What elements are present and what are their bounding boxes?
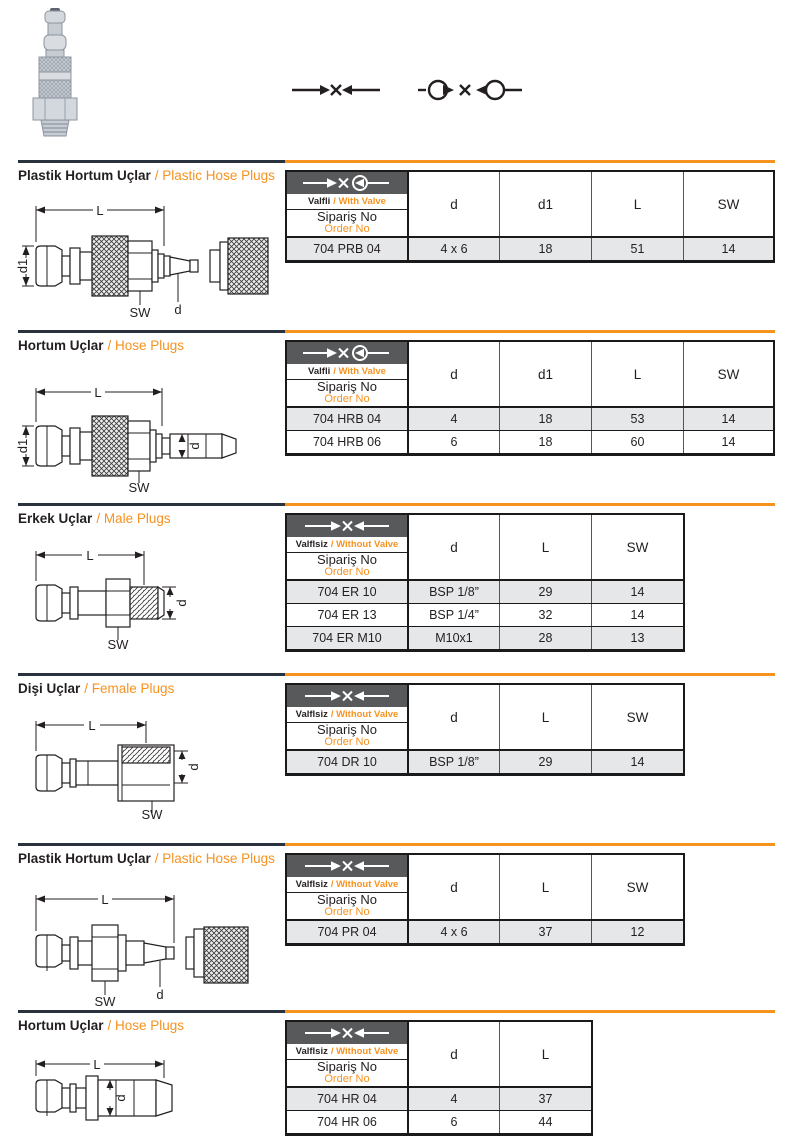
spec-table — [285, 340, 775, 456]
svg-text:L: L — [101, 892, 109, 907]
section-divider — [18, 160, 775, 163]
order-no-cell: 704 PR 04 — [317, 925, 377, 939]
value-cell: 4 — [407, 1088, 499, 1110]
value-cell: 32 — [499, 604, 591, 626]
svg-text:d1: d1 — [15, 438, 30, 454]
column-header-d: d — [407, 685, 499, 749]
spec-table-header — [287, 342, 773, 408]
flow-symbol-with-valve — [287, 172, 407, 194]
order-no-cell: 704 DR 10 — [317, 755, 377, 769]
value-cell: 4 x 6 — [407, 921, 499, 943]
technical-drawing — [14, 541, 224, 651]
technical-drawing — [14, 883, 266, 1008]
column-header-SW: SW — [591, 515, 683, 579]
value-cell: 14 — [683, 431, 773, 453]
section-title — [18, 851, 275, 866]
order-no-cell: 704 HR 06 — [317, 1115, 377, 1129]
table-row — [287, 430, 773, 453]
value-cell: 4 — [407, 408, 499, 430]
section-title-english: / Female Plugs — [84, 681, 175, 696]
valve-type-label: Valflsiz / Without Valve — [287, 877, 407, 893]
order-no-header-cell — [287, 515, 407, 579]
table-row — [287, 1088, 591, 1110]
svg-text:L: L — [88, 718, 96, 733]
order-no-cell: 704 ER M10 — [312, 631, 382, 645]
value-cell: 51 — [591, 238, 683, 260]
order-no-cell: 704 HRB 06 — [312, 435, 382, 449]
order-no-label: Sipariş No Order No — [317, 552, 377, 579]
section-title — [18, 338, 184, 353]
column-header-L: L — [591, 172, 683, 236]
order-no-label: Sipariş No Order No — [317, 1059, 377, 1086]
value-cell: 13 — [591, 627, 683, 649]
section-title-turkish: Hortum Uçlar — [18, 338, 104, 353]
flow-symbol-with-valve — [418, 76, 522, 109]
technical-drawing — [14, 194, 276, 319]
value-cell: BSP 1/4” — [407, 604, 499, 626]
value-cell: 37 — [499, 921, 591, 943]
value-cell: 37 — [499, 1088, 591, 1110]
value-cell: 29 — [499, 751, 591, 773]
table-row — [287, 238, 773, 260]
spec-table — [285, 853, 685, 946]
valve-type-label: Valflsiz / Without Valve — [287, 707, 407, 723]
order-no-cell: 704 ER 13 — [317, 608, 377, 622]
technical-drawing — [14, 711, 224, 821]
section-title-turkish: Erkek Uçlar — [18, 511, 93, 526]
svg-text:d: d — [113, 1094, 128, 1102]
spec-table-header — [287, 172, 773, 238]
order-no-label: Sipariş No Order No — [317, 892, 377, 919]
flow-symbol-without-valve — [287, 855, 407, 877]
svg-text:d: d — [186, 763, 201, 771]
svg-text:SW: SW — [128, 480, 150, 494]
technical-drawing — [14, 376, 276, 494]
spec-table-header — [287, 855, 683, 921]
section-divider — [18, 843, 775, 846]
column-header-L: L — [499, 515, 591, 579]
section-divider — [18, 330, 775, 333]
svg-text:SW: SW — [107, 637, 129, 651]
svg-text:SW: SW — [141, 807, 163, 821]
order-no-header-cell — [287, 1022, 407, 1086]
column-header-d: d — [407, 172, 499, 236]
spec-table-header — [287, 685, 683, 751]
order-no-cell: 704 PRB 04 — [313, 242, 381, 256]
value-cell: 14 — [591, 751, 683, 773]
flow-symbol-with-valve — [287, 342, 407, 364]
value-cell: 18 — [499, 408, 591, 430]
table-row — [287, 921, 683, 943]
column-header-d: d — [407, 342, 499, 406]
flow-symbol-without-valve — [287, 1022, 407, 1044]
svg-text:d: d — [156, 987, 164, 1002]
flow-symbol-without-valve — [292, 78, 380, 107]
spec-table — [285, 1020, 593, 1136]
section-title-english: / Plastic Hose Plugs — [154, 168, 275, 183]
section-title — [18, 681, 174, 696]
column-header-L: L — [499, 1022, 591, 1086]
value-cell: 12 — [591, 921, 683, 943]
column-header-d1: d1 — [499, 172, 591, 236]
section-title-turkish: Dişi Uçlar — [18, 681, 81, 696]
value-cell: 60 — [591, 431, 683, 453]
value-cell: 6 — [407, 1111, 499, 1133]
table-row — [287, 581, 683, 603]
table-row — [287, 603, 683, 626]
column-header-L: L — [591, 342, 683, 406]
order-no-cell: 704 ER 10 — [317, 585, 377, 599]
svg-text:d: d — [174, 599, 189, 607]
svg-text:L: L — [96, 203, 104, 218]
value-cell: 28 — [499, 627, 591, 649]
order-no-header-cell — [287, 685, 407, 749]
section-title — [18, 168, 275, 183]
valve-type-label: Valfli / With Valve — [287, 194, 407, 210]
product-photo — [18, 6, 90, 147]
order-no-cell: 704 HR 04 — [317, 1092, 377, 1106]
section-divider — [18, 673, 775, 676]
table-row — [287, 408, 773, 430]
column-header-SW: SW — [591, 685, 683, 749]
column-header-d1: d1 — [499, 342, 591, 406]
column-header-L: L — [499, 685, 591, 749]
value-cell: 14 — [683, 238, 773, 260]
value-cell: M10x1 — [407, 627, 499, 649]
technical-drawing — [14, 1052, 224, 1138]
value-cell: BSP 1/8” — [407, 581, 499, 603]
section-title-english: / Hose Plugs — [107, 338, 185, 353]
spec-table — [285, 513, 685, 652]
value-cell: 4 x 6 — [407, 238, 499, 260]
column-header-SW: SW — [683, 342, 773, 406]
value-cell: BSP 1/8” — [407, 751, 499, 773]
spec-table — [285, 683, 685, 776]
value-cell: 14 — [591, 604, 683, 626]
svg-text:L: L — [86, 548, 94, 563]
section-title-turkish: Hortum Uçlar — [18, 1018, 104, 1033]
column-header-d: d — [407, 855, 499, 919]
value-cell: 6 — [407, 431, 499, 453]
valve-type-label: Valflsiz / Without Valve — [287, 537, 407, 553]
table-row — [287, 626, 683, 649]
value-cell: 29 — [499, 581, 591, 603]
column-header-d: d — [407, 515, 499, 579]
section-title-english: / Male Plugs — [96, 511, 171, 526]
section-title — [18, 511, 171, 526]
order-no-header-cell — [287, 342, 407, 406]
column-header-L: L — [499, 855, 591, 919]
value-cell: 44 — [499, 1111, 591, 1133]
spec-table-header — [287, 515, 683, 581]
svg-text:d: d — [187, 442, 202, 450]
order-no-label: Sipariş No Order No — [317, 379, 377, 406]
valve-type-label: Valflsiz / Without Valve — [287, 1044, 407, 1060]
order-no-cell: 704 HRB 04 — [312, 412, 382, 426]
section-title — [18, 1018, 184, 1033]
column-header-SW: SW — [683, 172, 773, 236]
svg-text:SW: SW — [94, 994, 116, 1008]
flow-symbol-without-valve — [287, 685, 407, 707]
value-cell: 18 — [499, 238, 591, 260]
order-no-label: Sipariş No Order No — [317, 722, 377, 749]
section-title-english: / Plastic Hose Plugs — [154, 851, 275, 866]
svg-text:d1: d1 — [15, 258, 30, 274]
value-cell: 18 — [499, 431, 591, 453]
order-no-header-cell — [287, 855, 407, 919]
spec-table-header — [287, 1022, 591, 1088]
value-cell: 14 — [591, 581, 683, 603]
spec-table — [285, 170, 775, 263]
svg-text:L: L — [94, 385, 102, 400]
order-no-label: Sipariş No Order No — [317, 209, 377, 236]
svg-text:d: d — [174, 302, 182, 317]
svg-text:L: L — [93, 1057, 101, 1072]
flow-symbol-without-valve — [287, 515, 407, 537]
column-header-d: d — [407, 1022, 499, 1086]
order-no-header-cell — [287, 172, 407, 236]
table-row — [287, 751, 683, 773]
section-divider — [18, 503, 775, 506]
section-title-english: / Hose Plugs — [107, 1018, 185, 1033]
section-divider — [18, 1010, 775, 1013]
table-row — [287, 1110, 591, 1133]
valve-type-label: Valfli / With Valve — [287, 364, 407, 380]
svg-text:SW: SW — [129, 305, 151, 319]
section-title-turkish: Plastik Hortum Uçlar — [18, 851, 151, 866]
column-header-SW: SW — [591, 855, 683, 919]
value-cell: 14 — [683, 408, 773, 430]
section-title-turkish: Plastik Hortum Uçlar — [18, 168, 151, 183]
value-cell: 53 — [591, 408, 683, 430]
